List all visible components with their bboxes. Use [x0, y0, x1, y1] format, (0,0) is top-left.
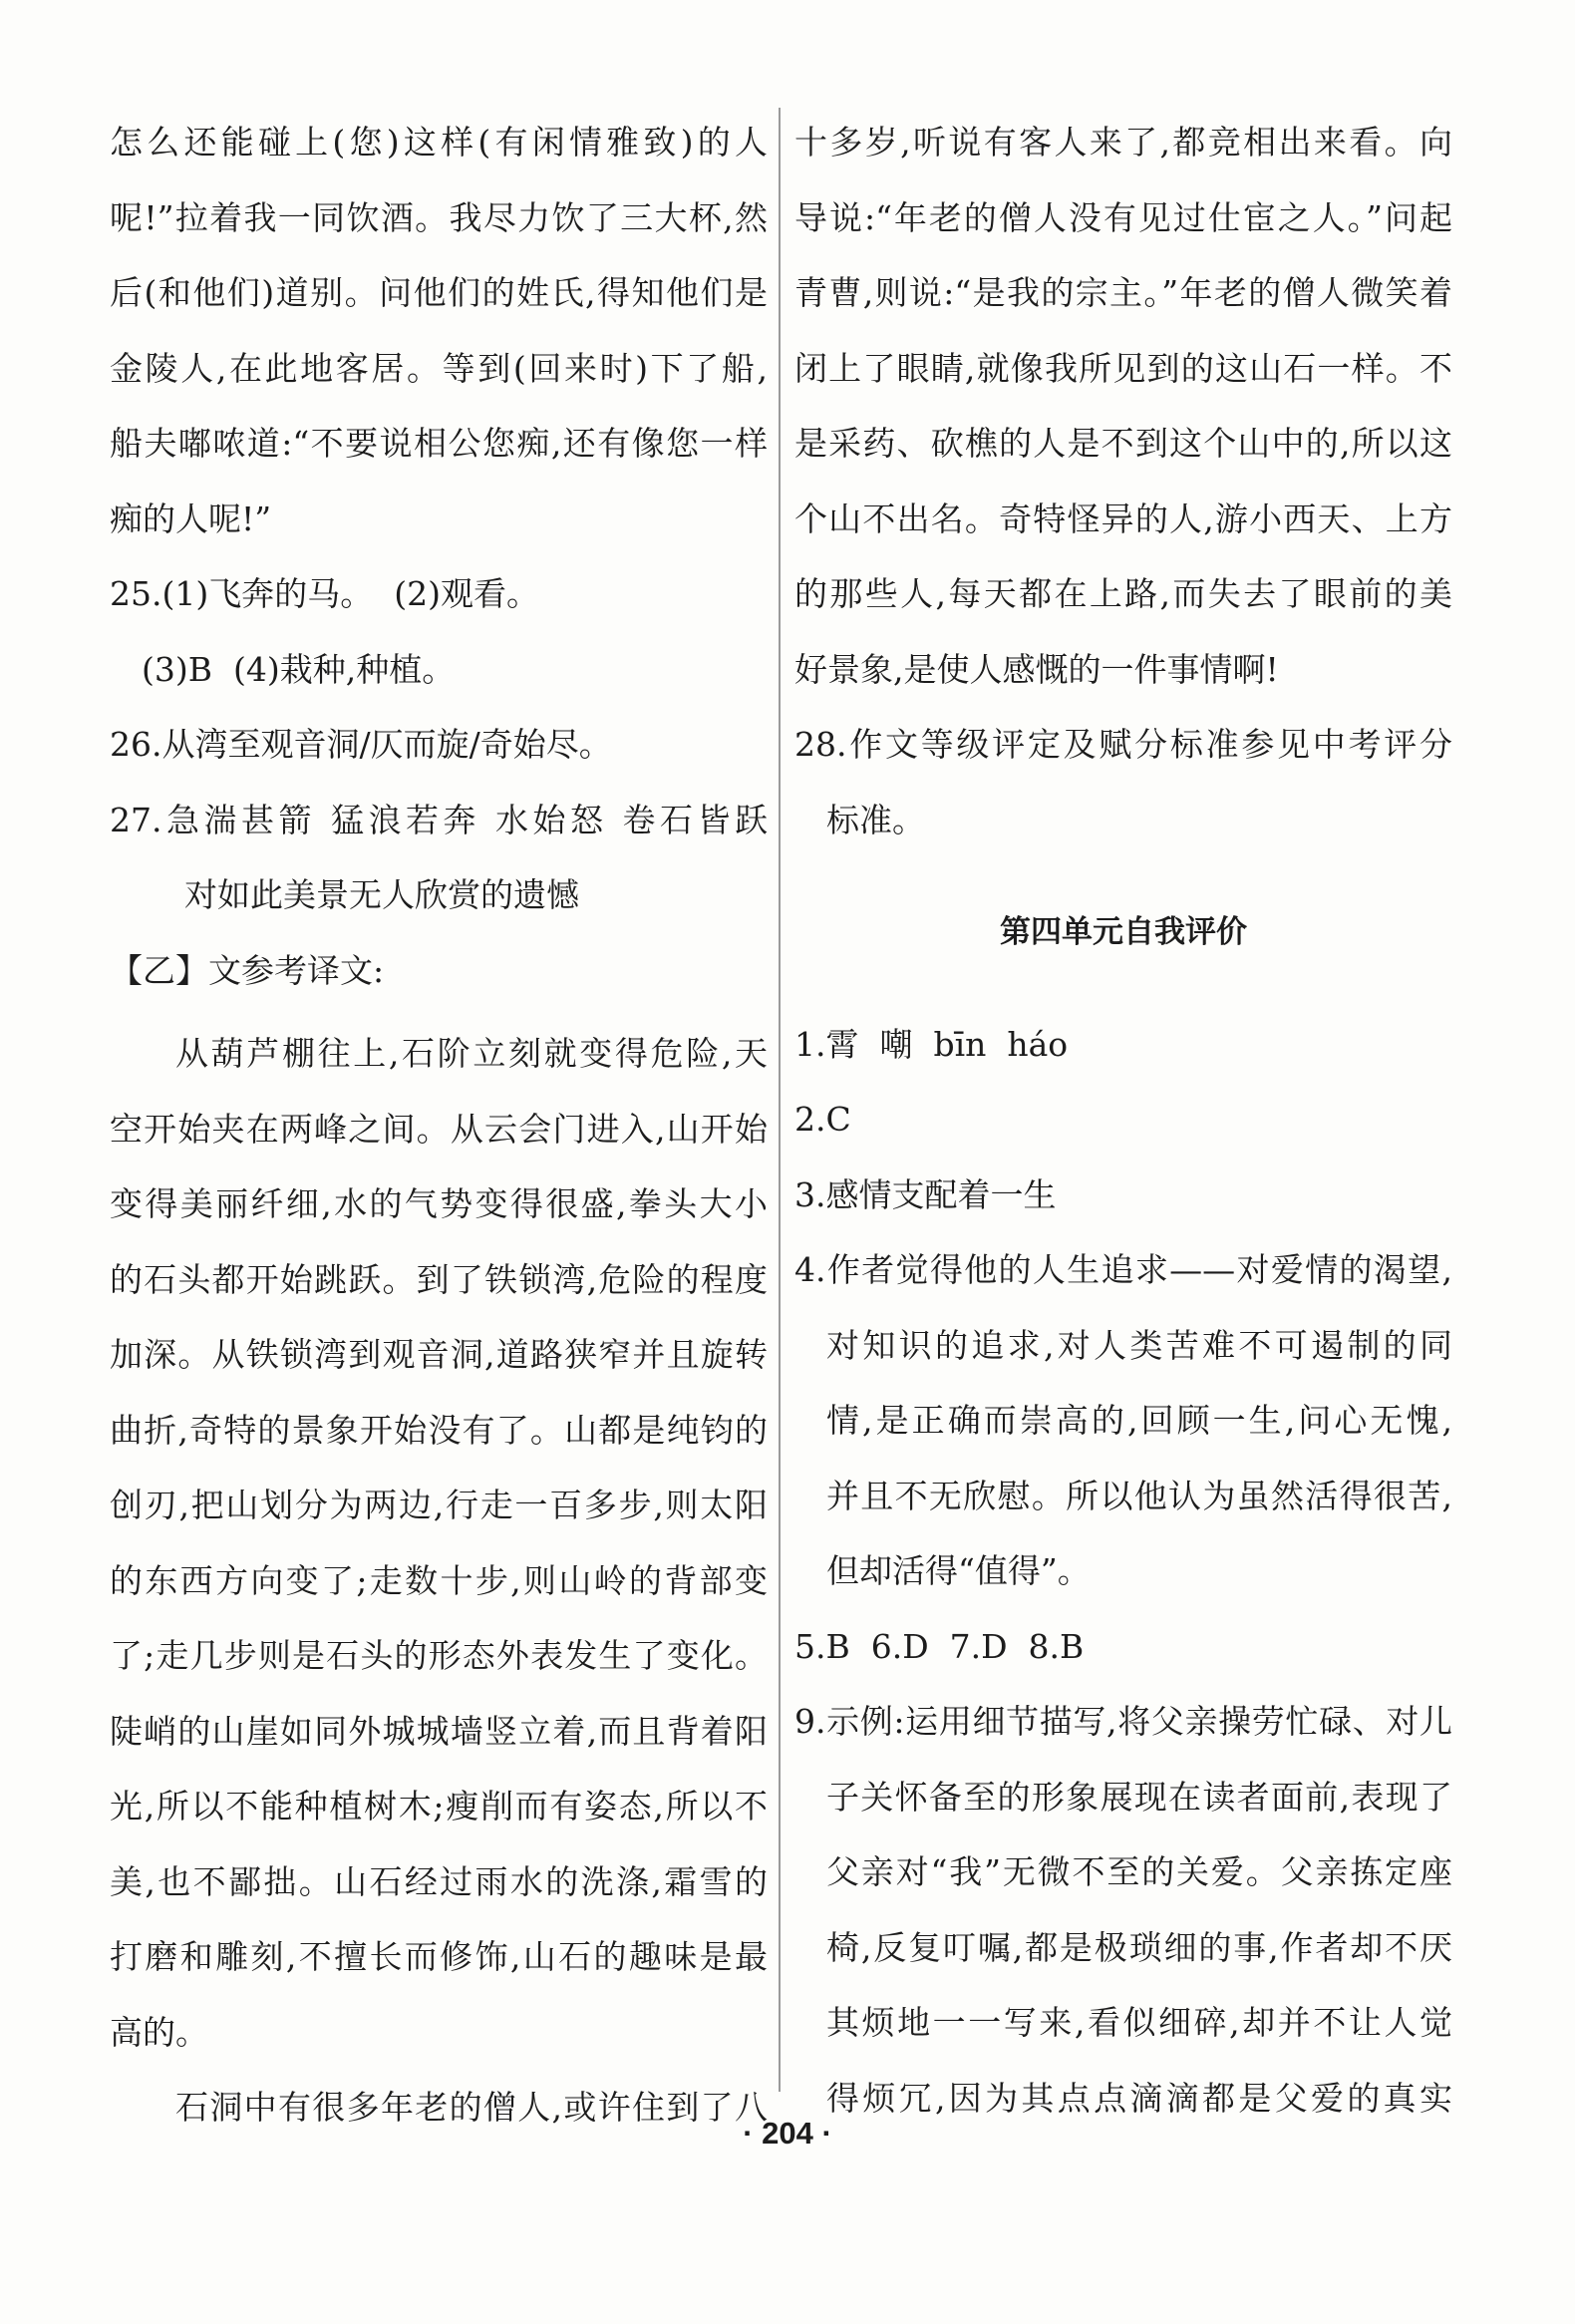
answer-25-b: (3)B (4)栽种,种植。 — [142, 649, 456, 689]
answer-26: 26.从湾至观音洞/仄而旋/奇始尽。 — [110, 725, 612, 764]
answer-1: 1.霄 嘲 bīn háo — [794, 1024, 1069, 1064]
text-line: 导说:“年老的僧人没有见过仕宦之人。”问起 — [794, 197, 1452, 237]
column-divider — [779, 108, 781, 2092]
answer-2: 2.C — [794, 1100, 851, 1139]
text-line: 变得美丽纤细,水的气势变得很盛,拳头大小 — [110, 1184, 768, 1223]
text-line: 创刃,把山划分为两边,行走一百多步,则太阳 — [110, 1486, 768, 1524]
answer-27-item: 水始怒 — [495, 800, 608, 839]
answer-9-line: 9.示例:运用细节描写,将父亲操劳忙碌、对儿 — [794, 1702, 1452, 1741]
answer-5-8: 5.B 6.D 7.D 8.B — [794, 1626, 1085, 1666]
answer-3: 3.感情支配着一生 — [794, 1174, 1057, 1214]
answer-25-a: 25.(1)飞奔的马。 (2)观看。 — [110, 574, 539, 613]
text-line: 个山不出名。奇特怪异的人,游小西天、上方 — [794, 498, 1452, 538]
text-line: 呢!”拉着我一同饮酒。我尽力饮了三大杯,然 — [110, 197, 768, 237]
answer-4-line: 并且不无欣慰。所以他认为虽然活得很苦, — [826, 1476, 1452, 1515]
text-line: 曲折,奇特的景象开始没有了。山都是纯钧的 — [110, 1410, 768, 1450]
text-line: 石洞中有很多年老的僧人,或许住到了八 — [175, 2088, 768, 2127]
text-line: 陡峭的山崖如同外城城墙竖立着,而且背着阳 — [110, 1711, 768, 1751]
text-line: 加深。从铁锁湾到观音洞,道路狭窄并且旋转 — [110, 1335, 768, 1374]
answer-4-line: 对知识的追求,对人类苦难不可遏制的同 — [826, 1325, 1452, 1365]
text-line: 闭上了眼睛,就像我所见到的这山石一样。不 — [794, 348, 1452, 388]
text-line: 青曹,则说:“是我的宗主。”年老的僧人微笑着 — [794, 273, 1452, 312]
answer-27-item: 卷石皆跃 — [622, 800, 769, 839]
text-line: 的东西方向变了;走数十步,则山岭的背部变 — [110, 1560, 768, 1600]
text-line: 痴的人呢!” — [110, 498, 272, 538]
text-line: 船夫嘟哝道:“不要说相公您痴,还有像您一样 — [110, 424, 768, 463]
text-line: 金陵人,在此地客居。等到(回来时)下了船, — [110, 348, 768, 388]
text-line: 打磨和雕刻,不擅长而修饰,山石的趣味是最 — [110, 1937, 768, 1976]
text-line: 光,所以不能种植树木;瘦削而有姿态,所以不 — [110, 1787, 768, 1826]
text-line: 美,也不鄙拙。山石经过雨水的洗涤,霜雪的 — [110, 1861, 768, 1901]
answer-4-line: 但却活得“值得”。 — [826, 1551, 1091, 1590]
right-column — [794, 105, 1452, 2136]
text-line: 是采药、砍樵的人是不到这个山中的,所以这 — [794, 424, 1452, 463]
text-line: 从葫芦棚往上,石阶立刻就变得危险,天 — [175, 1034, 768, 1073]
answer-9-line: 其烦地一一写来,看似细碎,却并不让人觉 — [826, 2003, 1452, 2042]
answer-9-line: 得烦冗,因为其点点滴滴都是父爱的真实 — [826, 2078, 1452, 2118]
section-heading: 第四单元自我评价 — [1000, 914, 1247, 949]
text-line: 高的。 — [110, 2012, 208, 2052]
translation-label: 【乙】文参考译文: — [110, 950, 385, 990]
text-line: 十多岁,听说有客人来了,都竞相出来看。向 — [794, 123, 1452, 162]
answer-9-line: 子关怀备至的形象展现在读者面前,表现了 — [826, 1777, 1452, 1817]
answer-27-item: 27.急湍甚箭 — [110, 800, 316, 839]
answer-28-a: 28.作文等级评定及赋分标准参见中考评分 — [794, 725, 1452, 764]
answer-28-b: 标准。 — [826, 800, 925, 839]
page-number: · 204 · — [743, 2116, 832, 2151]
answer-27-item: 猛浪若奔 — [331, 800, 481, 839]
text-line: 后(和他们)道别。问他们的姓氏,得知他们是 — [110, 273, 768, 312]
answer-9-line: 父亲对“我”无微不至的关爱。父亲拣定座 — [826, 1852, 1452, 1891]
text-line: 的石头都开始跳跃。到了铁锁湾,危险的程度 — [110, 1259, 768, 1299]
answer-4-line: 情,是正确而崇高的,回顾一生,问心无愧, — [826, 1401, 1452, 1440]
left-column — [110, 105, 768, 2146]
answer-4-line: 4.作者觉得他的人生追求——对爱情的渴望, — [794, 1250, 1452, 1289]
answer-9-line: 椅,反复叮嘱,都是极琐细的事,作者却不厌 — [826, 1927, 1452, 1967]
answer-27-a — [110, 783, 768, 858]
text-line: 了;走几步则是石头的形态外表发生了变化。 — [110, 1636, 768, 1675]
text-line: 好景象,是使人感慨的一件事情啊! — [794, 649, 1279, 689]
text-line: 空开始夹在两峰之间。从云会门进入,山开始 — [110, 1109, 768, 1149]
answer-27-b: 对如此美景无人欣赏的遗憾 — [184, 875, 579, 914]
text-line: 怎么还能碰上(您)这样(有闲情雅致)的人 — [110, 123, 768, 162]
text-line: 的那些人,每天都在上路,而失去了眼前的美 — [794, 574, 1452, 613]
